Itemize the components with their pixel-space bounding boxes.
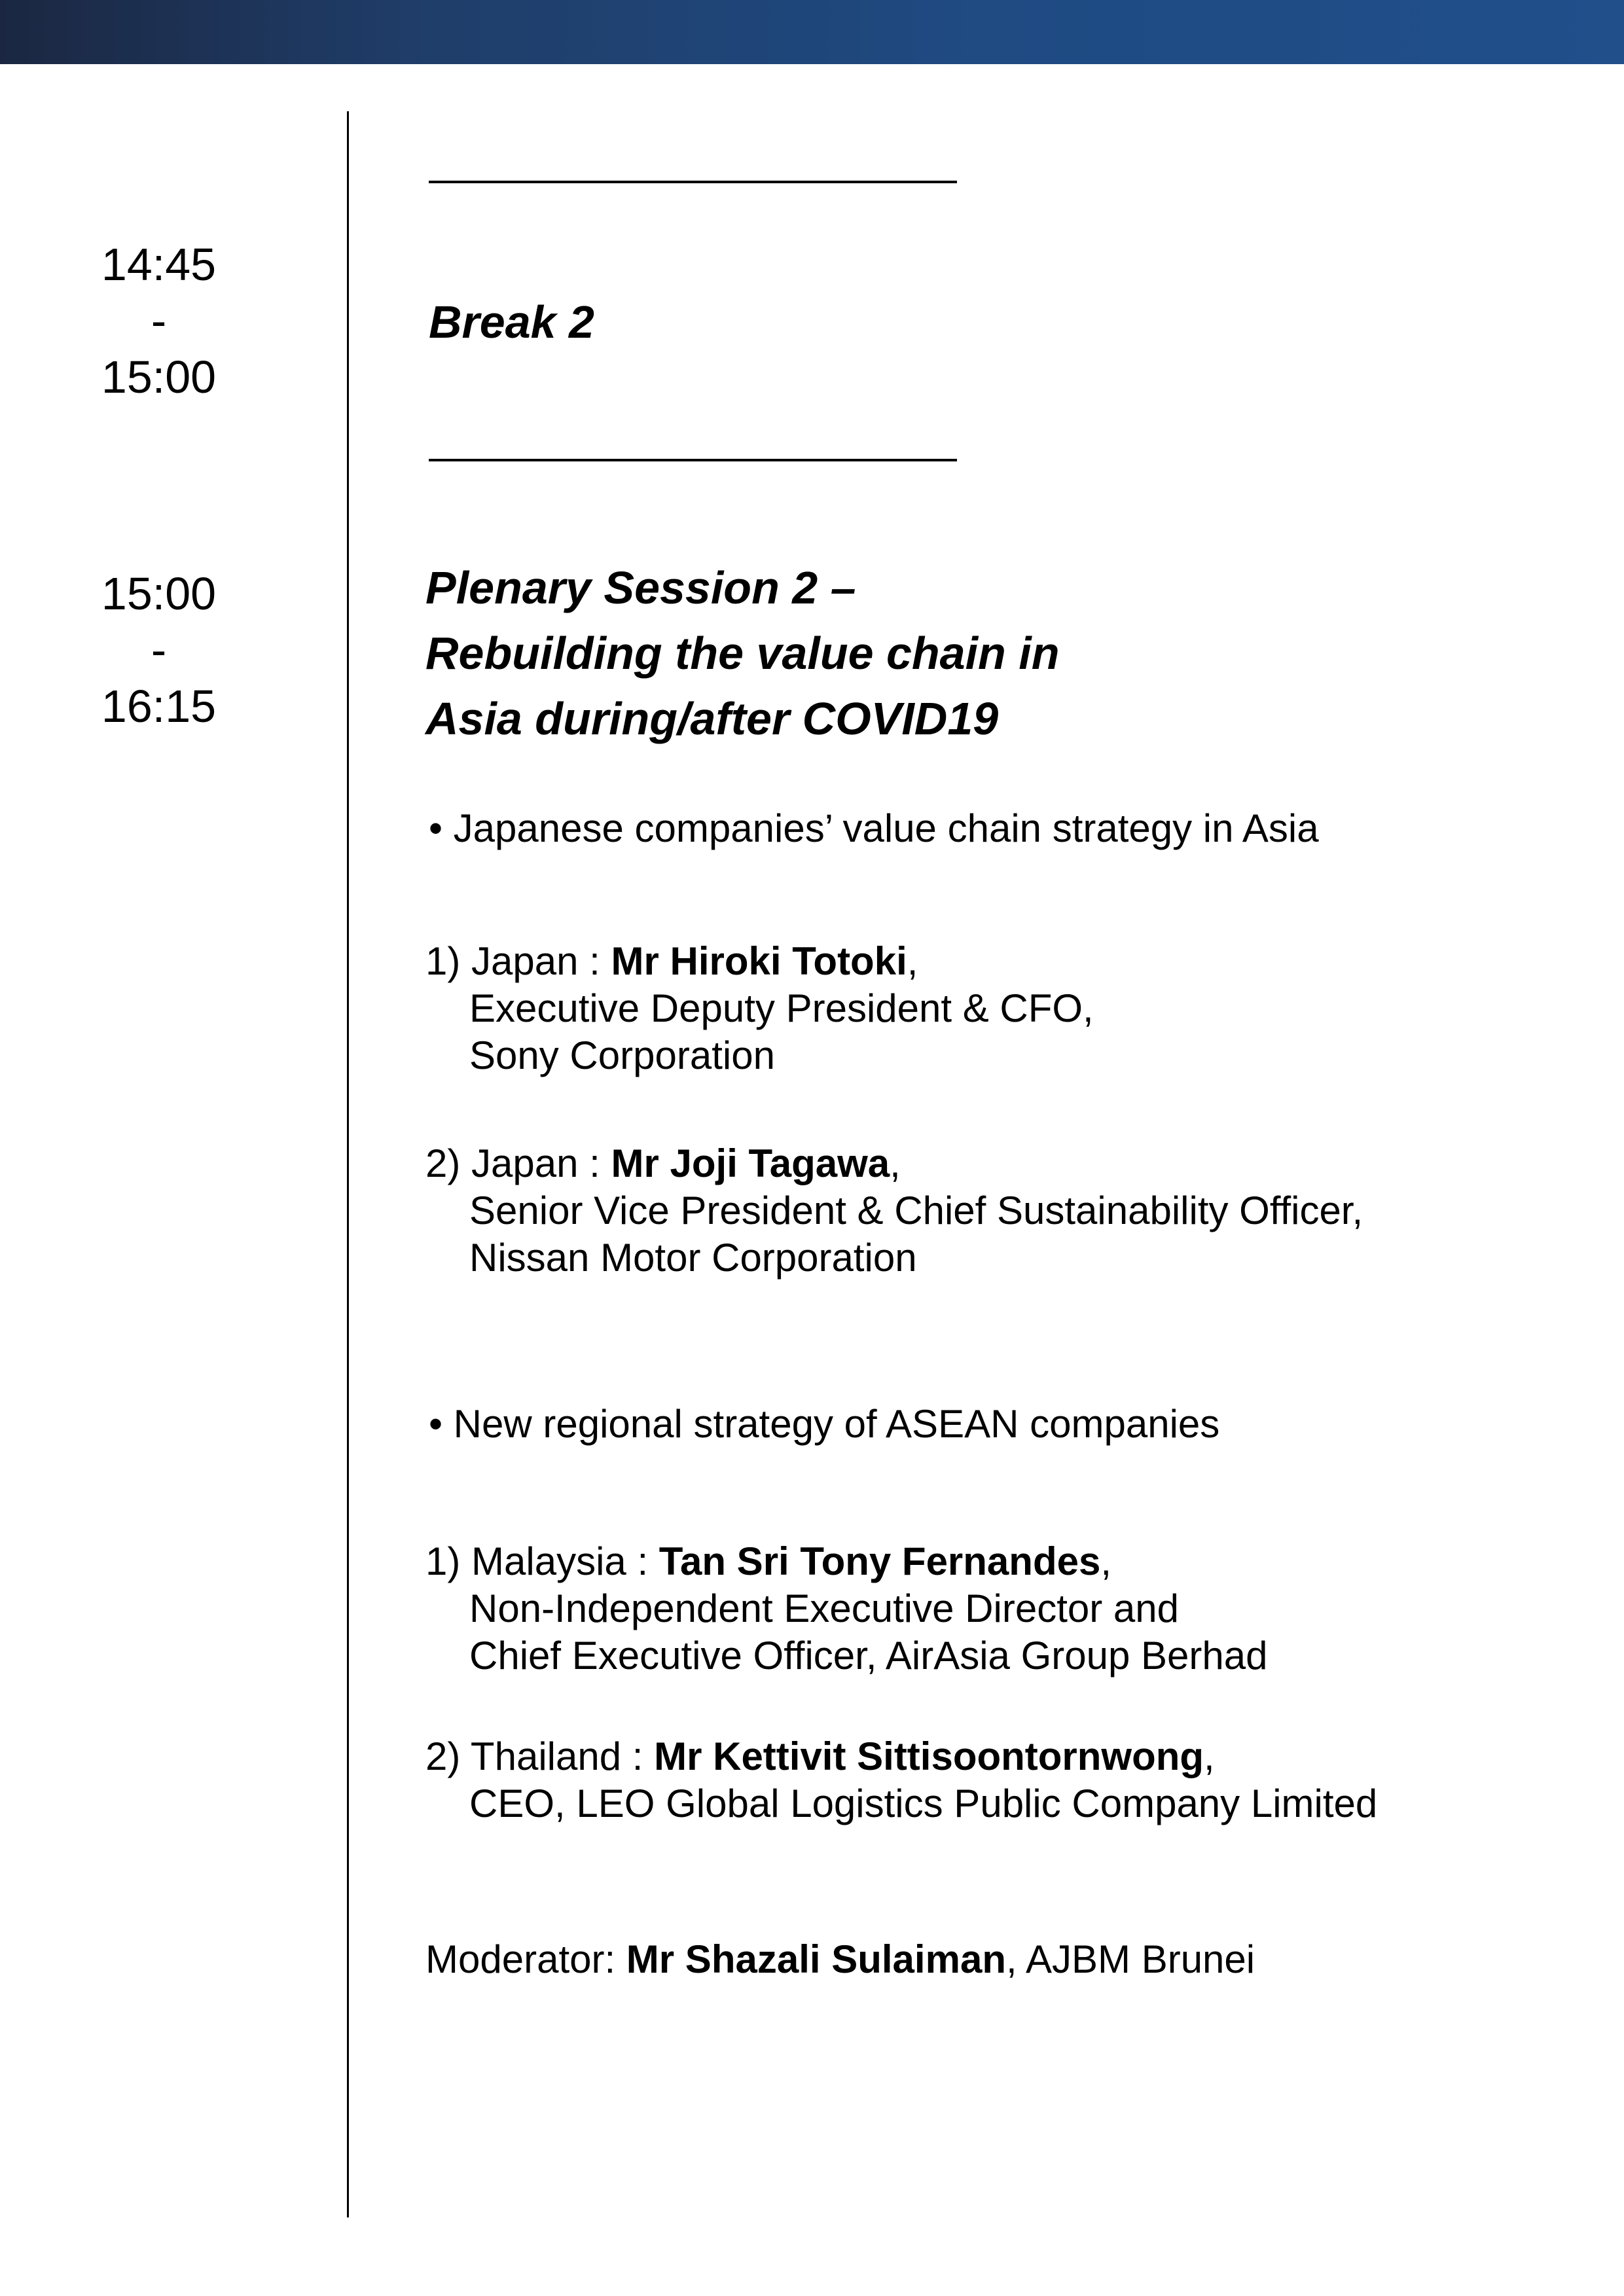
speaker-country: 2) Thailand : xyxy=(425,1734,655,1778)
break-rule-top xyxy=(429,181,957,183)
speaker-entry xyxy=(425,1733,1377,1827)
session-title-line: Plenary Session 2 – xyxy=(425,562,856,613)
speaker-organization: Sony Corporation xyxy=(469,1033,775,1077)
break-rule-bottom xyxy=(429,459,957,461)
speaker-country: 1) Japan : xyxy=(425,939,611,983)
session-time-start: 15:00 xyxy=(101,568,217,619)
speaker-title: CEO, LEO Global Logistics Public Company Limited xyxy=(469,1782,1378,1825)
session-time-separator: - xyxy=(151,624,167,675)
moderator xyxy=(425,1936,1255,1983)
speaker-name: Mr Kettivit Sittisoontornwong xyxy=(654,1734,1204,1778)
speaker-entry xyxy=(425,1538,1267,1679)
speaker-name: Mr Hiroki Totoki xyxy=(611,939,907,983)
session-title-line: Asia during/after COVID19 xyxy=(425,693,999,744)
speaker-name: Mr Joji Tagawa xyxy=(611,1141,890,1185)
speaker-name: Tan Sri Tony Fernandes xyxy=(659,1539,1101,1583)
speaker-title: Senior Vice President & Chief Sustainability Officer, xyxy=(469,1189,1363,1232)
speaker-entry xyxy=(425,938,1094,1079)
moderator-name: Mr Shazali Sulaiman xyxy=(626,1937,1006,1981)
speaker-country: 2) Japan : xyxy=(425,1141,611,1185)
speaker-country: 1) Malaysia : xyxy=(425,1539,659,1583)
moderator-affiliation: , AJBM Brunei xyxy=(1005,1937,1255,1981)
break-title: Break 2 xyxy=(429,296,594,348)
speaker-punct: , xyxy=(1100,1539,1112,1583)
group-heading-asean: • New regional strategy of ASEAN companies xyxy=(429,1402,1220,1446)
session-title xyxy=(425,555,1059,751)
session-time xyxy=(79,565,239,734)
session-title-line: Rebuilding the value chain in xyxy=(425,628,1060,679)
speaker-punct: , xyxy=(890,1141,901,1185)
timeline-divider xyxy=(347,111,349,2217)
speaker-title: Executive Deputy President & CFO, xyxy=(469,986,1094,1030)
speaker-organization: Chief Executive Officer, AirAsia Group Berhad xyxy=(469,1634,1268,1677)
break-time xyxy=(79,236,239,405)
speaker-organization: Nissan Motor Corporation xyxy=(469,1236,917,1280)
speaker-punct: , xyxy=(907,939,918,983)
speaker-punct: , xyxy=(1204,1734,1215,1778)
header-bar xyxy=(0,0,1624,64)
speaker-entry xyxy=(425,1140,1363,1282)
session-time-end: 16:15 xyxy=(101,681,217,732)
speaker-title: Non-Independent Executive Director and xyxy=(469,1587,1179,1630)
group-heading-japan: • Japanese companies’ value chain strategy in Asia xyxy=(429,806,1319,850)
moderator-label: Moderator: xyxy=(425,1937,626,1981)
break-time-end: 15:00 xyxy=(101,351,217,403)
break-time-separator: - xyxy=(151,295,167,346)
break-time-start: 14:45 xyxy=(101,239,217,290)
